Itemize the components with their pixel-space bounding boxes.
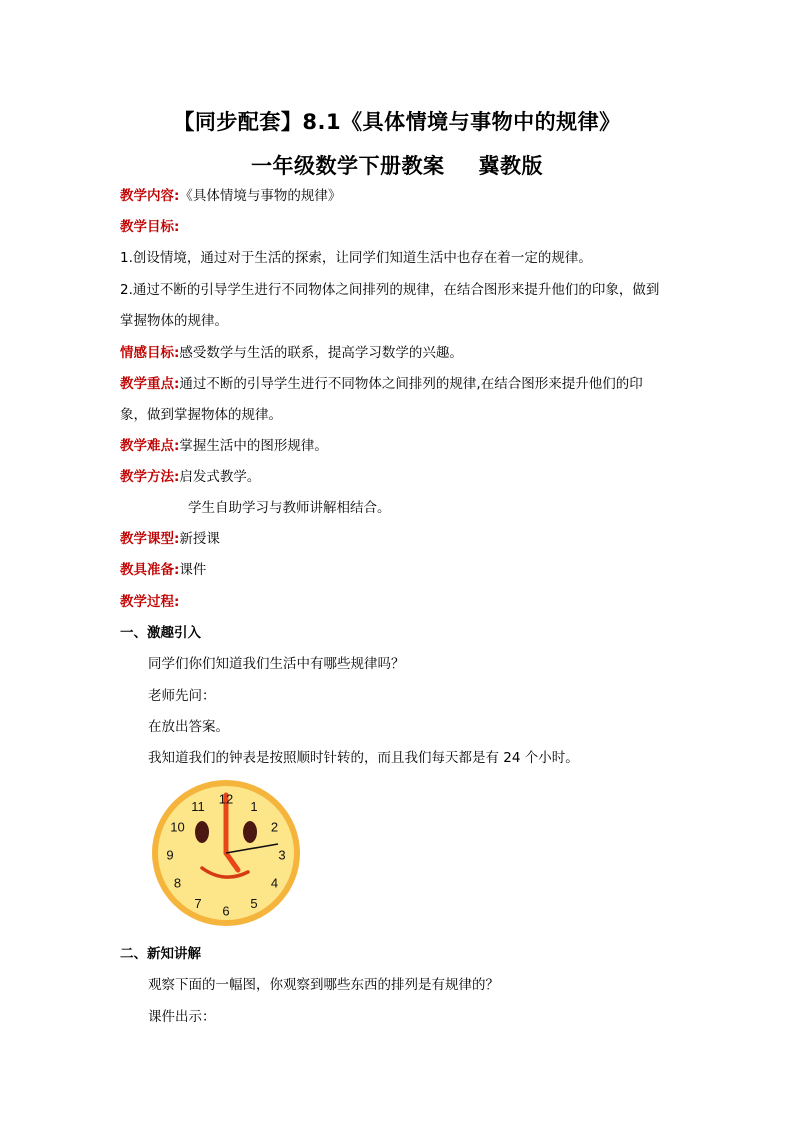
lesson-type-label: 教学课型: bbox=[120, 531, 180, 547]
section1-p4: 我知道我们的钟表是按照顺时针转的，而且我们每天都是有 24 个小时。 bbox=[148, 750, 579, 766]
key-label: 教学重点: bbox=[120, 376, 180, 392]
clock-left-eye bbox=[195, 821, 209, 843]
key-row bbox=[120, 374, 643, 394]
content-text: 《具体情境与事物的规律》 bbox=[179, 188, 342, 204]
method-text-b: 学生自助学习与教师讲解相结合。 bbox=[188, 500, 391, 516]
clock-number-7: 7 bbox=[194, 896, 202, 911]
content-row bbox=[120, 186, 341, 206]
lesson-type-row bbox=[120, 529, 220, 549]
clock-number-11: 11 bbox=[191, 799, 205, 814]
goal-item-2a: 2.通过不断的引导学生进行不同物体之间排列的规律，在结合图形来提升他们的印象，做到 bbox=[120, 282, 660, 298]
emotion-row bbox=[120, 343, 463, 363]
tools-row bbox=[120, 560, 206, 580]
process-row bbox=[120, 592, 179, 612]
clock-number-3: 3 bbox=[278, 847, 286, 863]
clock-number-4: 4 bbox=[270, 875, 279, 891]
method-label: 教学方法: bbox=[120, 469, 180, 485]
clock-number-10: 10 bbox=[170, 819, 185, 835]
goal-item-1: 1.创设情境，通过对于生活的探索，让同学们知道生活中也存在着一定的规律。 bbox=[120, 250, 592, 266]
content-label: 教学内容: bbox=[120, 188, 180, 204]
section1-p3: 在放出答案。 bbox=[148, 719, 229, 735]
difficulty-row bbox=[120, 436, 328, 456]
clock-number-6: 6 bbox=[222, 903, 230, 919]
lesson-type-text: 新授课 bbox=[179, 531, 220, 547]
clock-number-1: 1 bbox=[250, 799, 258, 814]
difficulty-text: 掌握生活中的图形规律。 bbox=[179, 438, 328, 454]
section1-p1: 同学们你们知道我们生活中有哪些规律吗？ bbox=[148, 656, 405, 672]
goals-label: 教学目标: bbox=[120, 219, 180, 235]
goals-row bbox=[120, 217, 179, 237]
section2-heading: 二、新知讲解 bbox=[120, 946, 201, 962]
tools-label: 教具准备: bbox=[120, 562, 180, 578]
emotion-text: 感受数学与生活的联系，提高学习数学的兴趣。 bbox=[179, 345, 463, 361]
key-text-a: 通过不断的引导学生进行不同物体之间排列的规律,在结合图形来提升他们的印 bbox=[179, 376, 643, 392]
section2-p2: 课件出示： bbox=[148, 1009, 216, 1025]
subtitle-grade: 一年级数学下册教案 bbox=[251, 154, 445, 178]
key-text-b: 象，做到掌握物体的规律。 bbox=[120, 407, 282, 423]
section2-p1: 观察下面的一幅图，你观察到哪些东西的排列是有规律的？ bbox=[148, 977, 499, 993]
document-title: 【同步配套】8.1《具体情境与事物中的规律》 bbox=[173, 110, 621, 134]
clock-number-5: 5 bbox=[250, 896, 258, 911]
subtitle-edition: 冀教版 bbox=[478, 154, 543, 178]
clock-illustration bbox=[150, 778, 302, 928]
clock-number-12: 12 bbox=[218, 791, 234, 807]
tools-text: 课件 bbox=[179, 562, 207, 578]
clock-number-9: 9 bbox=[166, 847, 174, 863]
clock-number-8: 8 bbox=[173, 875, 182, 891]
process-label: 教学过程: bbox=[120, 594, 180, 610]
section1-heading: 一、激趣引入 bbox=[120, 625, 201, 641]
emotion-label: 情感目标: bbox=[120, 345, 180, 361]
clock-number-2: 2 bbox=[270, 819, 279, 835]
method-row bbox=[120, 467, 260, 487]
difficulty-label: 教学难点: bbox=[120, 438, 180, 454]
document-subtitle bbox=[0, 150, 794, 180]
method-text-a: 启发式教学。 bbox=[179, 469, 261, 485]
goal-item-2b: 掌握物体的规律。 bbox=[120, 313, 228, 329]
section1-p2: 老师先问： bbox=[148, 688, 216, 704]
clock-right-eye bbox=[243, 821, 257, 843]
